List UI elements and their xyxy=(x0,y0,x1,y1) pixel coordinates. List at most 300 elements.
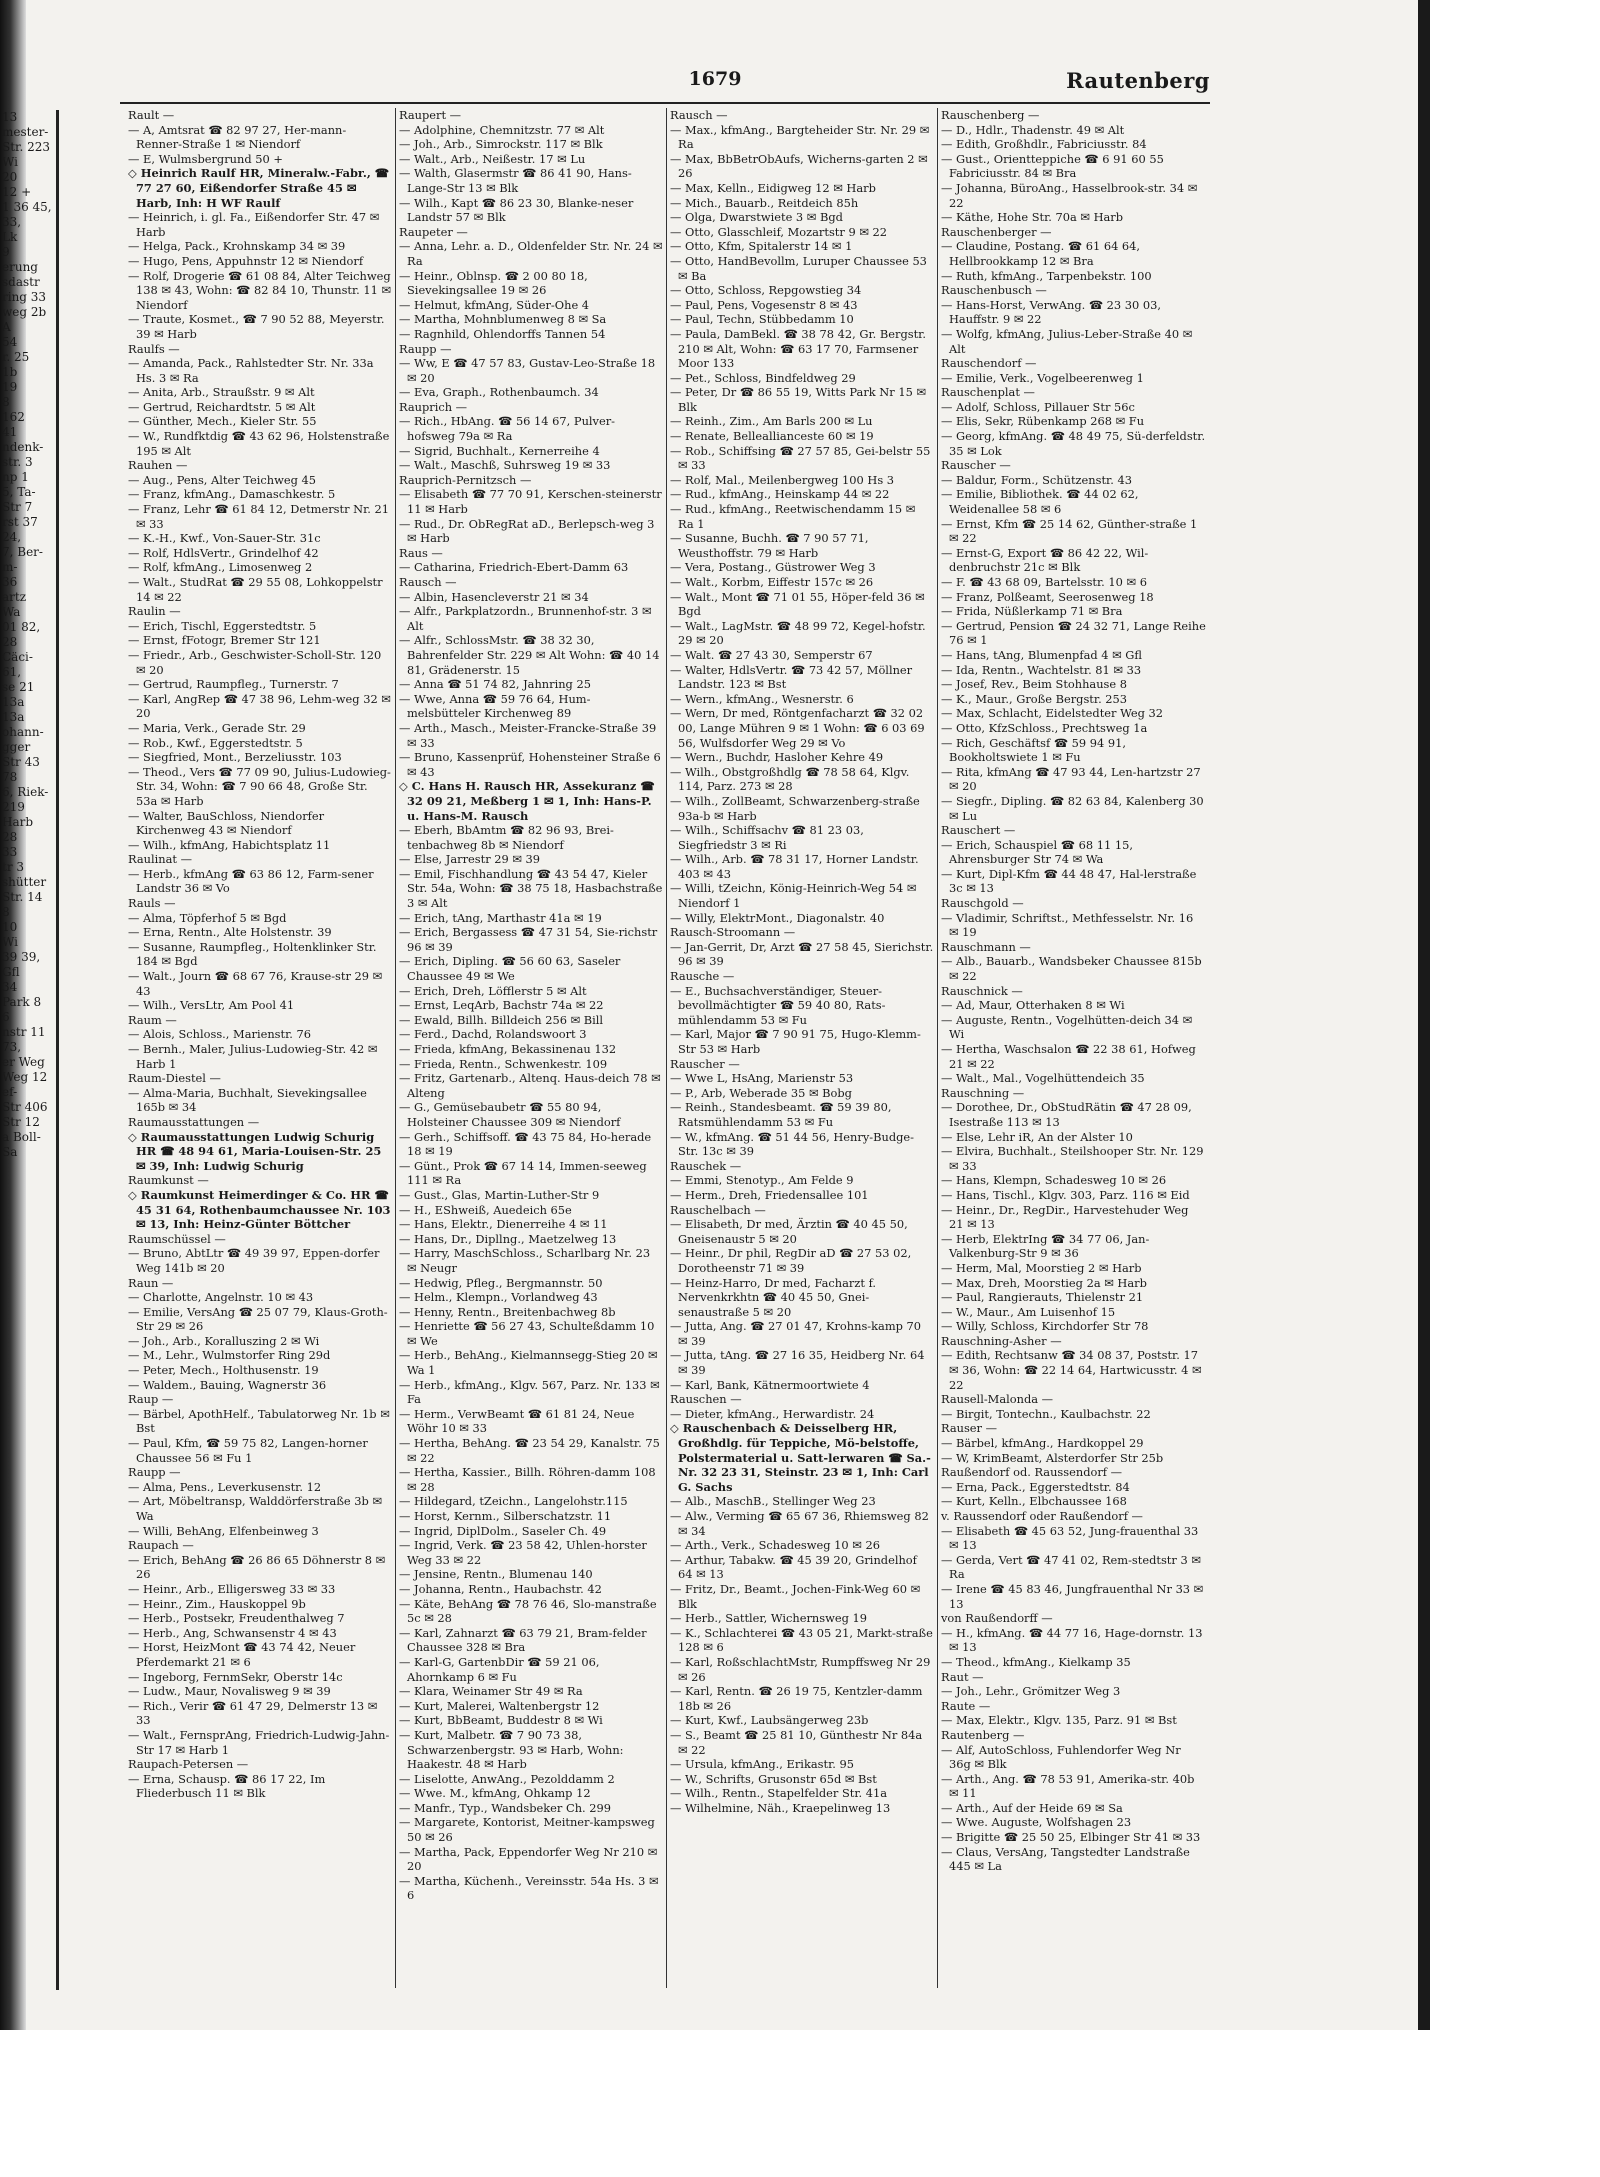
directory-entry: — Georg, kfmAng. ☎ 48 49 75, Sü-derfeldstr. 35 ✉ Lok xyxy=(941,429,1206,458)
directory-entry: — Charlotte, Angelnstr. 10 ✉ 43 xyxy=(128,1290,314,1305)
directory-entry: — Bärbel, kfmAng., Hardkoppel 29 xyxy=(941,1436,1144,1451)
directory-entry: — M., Lehr., Wulmstorfer Ring 29d xyxy=(128,1348,331,1363)
facing-page-fragment: Str 43 xyxy=(2,755,40,769)
directory-entry: — Kurt, BbBeamt, Buddestr 8 ✉ Wi xyxy=(399,1713,603,1728)
directory-entry: — Wern, Dr med, Röntgenfacharzt ☎ 32 02 00, Lange Mühren 9 ✉ 1 Wohn: ☎ 6 03 69 56, Wulfsdorfer Weg 29 ✉ Vo xyxy=(670,706,925,750)
directory-entry: — Heinz-Harro, Dr med, Facharzt f. Nervenkrkhtn ☎ 40 45 50, Gnei-senaustraße 5 ✉ 20 xyxy=(670,1275,877,1319)
facing-page-fragment: 01 82, xyxy=(2,620,41,634)
directory-entry: — Alma-Maria, Buchhalt, Sievekingsallee 165b ✉ 34 xyxy=(128,1085,367,1115)
directory-entry: — Ernst-G, Export ☎ 86 42 22, Wil-denbruchstr 21c ✉ Blk xyxy=(941,545,1149,575)
surname-heading: Rauls — xyxy=(128,896,176,911)
directory-entry: — Alois, Schloss., Marienstr. 76 xyxy=(128,1027,312,1042)
facing-page-fragment: 33 xyxy=(2,845,18,859)
directory-entry: — Theod., kfmAng., Kielkamp 35 xyxy=(941,1654,1131,1669)
directory-entry: — Elvira, Buchhalt., Steilshooper Str. Nr. 129 ✉ 33 xyxy=(941,1144,1204,1173)
directory-entry: — H., EShweiß, Auedeich 65e xyxy=(399,1202,572,1217)
directory-entry: — S., Beamt ☎ 25 81 10, Günthestr Nr 84a ✉ 22 xyxy=(670,1727,923,1757)
facing-page-fragment: 13a xyxy=(2,695,25,709)
directory-entry: — Hans, Elektr., Dienerreihe 4 ✉ 11 xyxy=(399,1217,608,1232)
directory-entry: — Reinh., Zim., Am Barls 200 ✉ Lu xyxy=(670,414,873,429)
directory-entry: — Renate, Belleallianceste 60 ✉ 19 xyxy=(670,429,874,444)
directory-entry: — Edith, Großhdlr., Fabriciusstr. 84 xyxy=(941,137,1147,152)
directory-entry: — Traute, Kosmet., ☎ 7 90 52 88, Meyerstr. 39 ✉ Harb xyxy=(128,312,385,341)
directory-entry: — E, Wulmsbergrund 50 + xyxy=(128,151,283,166)
surname-heading: von Raußendorff — xyxy=(941,1611,1053,1626)
directory-entry: — Rolf, kfmAng., Limosenweg 2 xyxy=(128,560,313,575)
facing-page-fragment: r. 25 xyxy=(2,350,30,364)
directory-entry: — Jensine, Rentn., Blumenau 140 xyxy=(399,1567,593,1582)
directory-entry: — Emil, Fischhandlung ☎ 43 54 47, Kieler Str. 54a, Wohn: ☎ 38 75 18, Hasbachstraße 3 ✉ Alt xyxy=(399,866,663,911)
facing-page-fragment: 28 xyxy=(2,635,18,649)
directory-entry: — Else, Jarrestr 29 ✉ 39 xyxy=(399,852,541,867)
surname-heading: Rautenberg — xyxy=(941,1727,1025,1742)
facing-page-fragment: sdastr xyxy=(2,275,40,289)
directory-entry: — W., Rundfktdig ☎ 43 62 96, Holstenstraße 195 ✉ Alt xyxy=(128,429,390,458)
surname-heading: Raum-Diestel — xyxy=(128,1071,221,1086)
directory-entry: — Erich, Bergassess ☎ 47 31 54, Sie-richstr 96 ✉ 39 xyxy=(399,925,658,954)
directory-entry: — Paul, Kfm, ☎ 59 75 82, Langen-horner Chaussee 56 ✉ Fu 1 xyxy=(128,1436,368,1465)
directory-entry: — Franz, kfmAng., Damaschkestr. 5 xyxy=(128,487,336,502)
directory-entry: — Peter, Mech., Holthusenstr. 19 xyxy=(128,1363,319,1378)
directory-entry: — Irene ☎ 45 83 46, Jungfrauenthal Nr 33 ✉ 13 xyxy=(941,1581,1204,1611)
facing-page-fragment: 5, Ta- xyxy=(2,485,36,499)
directory-entry: — Mich., Bauarb., Reitdeich 85h xyxy=(670,195,859,210)
facing-page-edge-fragments xyxy=(0,110,59,1990)
directory-entry: — Martha, Küchenh., Vereinsstr. 54a Hs. 3 ✉ 6 xyxy=(399,1873,659,1903)
directory-entry: — Catharina, Friedrich-Ebert-Damm 63 xyxy=(399,560,629,575)
facing-page-fragment: 39 39, xyxy=(2,950,41,964)
surname-heading: Rauschelbach — xyxy=(670,1202,766,1217)
directory-entry: — Franz, Polßeamt, Seerosenweg 18 xyxy=(941,589,1154,604)
directory-entry: — Maria, Verk., Gerade Str. 29 xyxy=(128,720,306,735)
directory-entry: — W, KrimBeamt, Alsterdorfer Str 25b xyxy=(941,1450,1164,1465)
facing-page-fragment: Harb xyxy=(2,815,34,829)
facing-page-fragment: 13 xyxy=(2,110,18,124)
scan-right-edge xyxy=(1418,0,1430,2030)
directory-entry: — Siegfr., Dipling. ☎ 82 63 84, Kalenberg 30 ✉ Lu xyxy=(941,793,1204,823)
facing-page-fragment: 12 + xyxy=(2,185,32,199)
directory-entry: — Frida, Nüßlerkamp 71 ✉ Bra xyxy=(941,604,1123,619)
directory-entry: — Wilh., Obstgroßhdlg ☎ 78 58 64, Klgv. 114, Parz. 273 ✉ 28 xyxy=(670,764,910,794)
directory-entry: — Vladimir, Schriftst., Methfesselstr. Nr. 16 ✉ 19 xyxy=(941,910,1194,940)
directory-entry: — Rud., kfmAng., Reetwischendamm 15 ✉ Ra 1 xyxy=(670,502,916,531)
facing-page-fragment: 1b xyxy=(2,365,18,379)
directory-entry: — G., Gemüsebaubetr ☎ 55 80 94, Holsteiner Chaussee 309 ✉ Niendorf xyxy=(399,1100,621,1129)
directory-entry: — Max, Dreh, Moorstieg 2a ✉ Harb xyxy=(941,1275,1147,1290)
facing-page-fragment: 1 36 45, xyxy=(2,200,52,214)
directory-entry: — Wilh., Rentn., Stapelfelder Str. 41a xyxy=(670,1786,888,1801)
directory-entry: — Alma, Pens., Leverkusenstr. 12 xyxy=(128,1479,322,1494)
directory-entry: — Erich, tAng, Marthastr 41a ✉ 19 xyxy=(399,910,602,925)
facing-page-fragment: Lk xyxy=(2,230,18,244)
directory-entry: — Rich, Geschäftsf ☎ 59 94 91, Bookholtswiete 1 ✉ Fu xyxy=(941,735,1127,765)
directory-entry: — Helga, Pack., Krohnskamp 34 ✉ 39 xyxy=(128,239,346,254)
directory-entry: — Alfr., Parkplatzordn., Brunnenhof-str. 3 ✉ Alt xyxy=(399,604,652,633)
directory-entry: — Arth., Ang. ☎ 78 53 91, Amerika-str. 40b ✉ 11 xyxy=(941,1771,1195,1801)
directory-entry: ◇ Heinrich Raulf HR, Mineralw.-Fabr., ☎ 77 27 60, Eißendorfer Straße 45 ✉ Harb, Inh: H WF Raulf xyxy=(128,166,389,210)
directory-entry: — Erich, Dipling. ☎ 56 60 63, Saseler Chaussee 49 ✉ We xyxy=(399,954,621,984)
facing-page-fragment: ef- xyxy=(2,1085,18,1099)
directory-entry: ◇ Raumausstattungen Ludwig Schurig HR ☎ 48 94 61, Maria-Louisen-Str. 25 ✉ 39, Inh: Ludwig Schurig xyxy=(128,1129,382,1173)
directory-entry: — Karl, Bank, Kätnermoortwiete 4 xyxy=(670,1377,870,1392)
directory-entry: — Joh., Lehr., Grömitzer Weg 3 xyxy=(941,1684,1121,1699)
directory-entry: — Helm., Klempn., Vorlandweg 43 xyxy=(399,1290,598,1305)
directory-entry: — Rita, kfmAng ☎ 47 93 44, Len-hartzstr 27 ✉ 20 xyxy=(941,764,1201,794)
directory-entry: — Otto, KfzSchloss., Prechtsweg 1a xyxy=(941,720,1148,735)
facing-page-fragment: 78 xyxy=(2,770,18,784)
directory-entry: — Kurt, Kelln., Elbchaussee 168 xyxy=(941,1494,1127,1509)
directory-entry: — Walt., StudRat ☎ 29 55 08, Lohkoppelstr 14 ✉ 22 xyxy=(128,575,383,604)
directory-entry: — Erich, Dreh, Löfflerstr 5 ✉ Alt xyxy=(399,983,587,998)
directory-entry: — Herb., BehAng., Kielmannsegg-Stieg 20 ✉ Wa 1 xyxy=(399,1348,658,1378)
facing-page-fragment: 6, Riek- xyxy=(2,785,49,799)
directory-entry: — Horst, HeizMont ☎ 43 74 42, Neuer Pferdemarkt 21 ✉ 6 xyxy=(128,1640,356,1669)
directory-entry: — Rich., HbAng. ☎ 56 14 67, Pulver-hofsweg 79a ✉ Ra xyxy=(399,414,616,444)
directory-entry: — Rolf, Mal., Meilenbergweg 100 Hs 3 xyxy=(670,472,895,487)
directory-entry: — Max, Kelln., Eidigweg 12 ✉ Harb xyxy=(670,180,876,195)
directory-entry: — Kurt, Malerei, Waltenbergstr 12 xyxy=(399,1698,600,1713)
directory-entry: — Herm, Mal, Moorstieg 2 ✉ Harb xyxy=(941,1260,1142,1275)
facing-page-fragment: gger xyxy=(2,740,31,754)
directory-entry: — Claus, VersAng, Tangstedter Landstraße 445 ✉ La xyxy=(941,1844,1190,1874)
facing-page-fragment: 24, xyxy=(2,530,22,544)
directory-entry: — Bruno, AbtLtr ☎ 49 39 97, Eppen-dorfer Weg 141b ✉ 20 xyxy=(128,1246,380,1275)
directory-entry: — Kurt, Dipl-Kfm ☎ 44 48 47, Hal-lerstraße 3c ✉ 13 xyxy=(941,866,1197,896)
surname-heading: v. Raussendorf oder Raußendorf — xyxy=(941,1509,1143,1523)
directory-entry: — Hildegard, tZeichn., Langelohstr.115 xyxy=(399,1494,628,1509)
directory-entry: — Herb., Sattler, Wichernsweg 19 xyxy=(670,1611,867,1626)
facing-page-fragment: ndenk- xyxy=(2,440,44,454)
directory-entry: — Erna, Pack., Eggerstedtstr. 84 xyxy=(941,1479,1130,1494)
directory-entry: — Gust., Orientteppiche ☎ 6 91 60 55 Fabriciusstr. 84 ✉ Bra xyxy=(941,151,1164,181)
directory-entry: — Jutta, tAng. ☎ 27 16 35, Heidberg Nr. 64 ✉ 39 xyxy=(670,1348,925,1378)
directory-entry: — Ingeborg, FernmSekr, Oberstr 14c xyxy=(128,1669,343,1684)
directory-entry: — Walt., Journ ☎ 68 67 76, Krause-str 29 ✉ 43 xyxy=(128,969,383,998)
directory-entry: — Rud., kfmAng., Heinskamp 44 ✉ 22 xyxy=(670,487,890,502)
facing-page-fragment: 162 xyxy=(2,410,25,424)
surname-heading: Rauscher — xyxy=(670,1056,740,1071)
facing-page-fragment: Str. 14 xyxy=(2,890,43,904)
directory-entry: ◇ Raumkunst Heimerdinger & Co. HR ☎ 45 31 64, Rothenbaumchaussee Nr. 103 ✉ 13, Inh: Heinz-Günter Böttcher xyxy=(128,1187,391,1232)
directory-entry: — Rud., Dr. ObRegRat aD., Berlepsch-weg 3 ✉ Harb xyxy=(399,516,655,546)
directory-entry: — Vera, Postang., Güstrower Weg 3 xyxy=(670,560,876,575)
directory-entry: — Wilh., Kapt ☎ 86 23 30, Blanke-neser Landstr 57 ✉ Blk xyxy=(399,195,634,225)
surname-heading: Raulinat — xyxy=(128,852,192,867)
surname-heading: Rausell-Malonda — xyxy=(941,1392,1054,1407)
directory-entry: — Auguste, Rentn., Vogelhütten-deich 34 ✉ Wi xyxy=(941,1012,1193,1042)
directory-entry: — Hans, Tischl., Klgv. 303, Parz. 116 ✉ Eid xyxy=(941,1187,1190,1202)
directory-entry: — Walt., Maschß, Suhrsweg 19 ✉ 33 xyxy=(399,458,611,473)
directory-entry: — D., Hdlr., Thadenstr. 49 ✉ Alt xyxy=(941,122,1125,137)
surname-heading: Raum — xyxy=(128,1012,177,1027)
directory-entry: — Gertrud, Raumpfleg., Turnerstr. 7 xyxy=(128,677,339,692)
directory-entry: — Kurt, Malbetr. ☎ 7 90 73 38, Schwarzenbergstr. 93 ✉ Harb, Wohn: Haakestr. 48 ✉ Harb xyxy=(399,1727,624,1772)
directory-entry: — Elisabeth ☎ 77 70 91, Kerschen-steinerstr 11 ✉ Harb xyxy=(399,487,662,517)
surname-heading: Rauschgold — xyxy=(941,896,1024,911)
directory-entry: — Erich, Schauspiel ☎ 68 11 15, Ahrensburger Str 74 ✉ Wa xyxy=(941,837,1133,867)
directory-entry: — Max, Schlacht, Eidelstedter Weg 32 xyxy=(941,706,1164,721)
directory-entry: — Johanna, BüroAng., Hasselbrook-str. 34 ✉ 22 xyxy=(941,180,1198,210)
directory-entry: — Friedr., Arb., Geschwister-Scholl-Str. 120 ✉ 20 xyxy=(128,647,382,677)
directory-entry: — Baldur, Form., Schützenstr. 43 xyxy=(941,472,1132,487)
directory-entry: — Gust., Glas, Martin-Luther-Str 9 xyxy=(399,1187,600,1202)
directory-entry: — Manfr., Typ., Wandsbeker Ch. 299 xyxy=(399,1800,612,1815)
directory-entry: — Joh., Arb., Simrockstr. 117 ✉ Blk xyxy=(399,137,603,152)
directory-entry: — Eva, Graph., Rothenbaumch. 34 xyxy=(399,385,599,400)
directory-entry: — Willy, Schloss, Kirchdorfer Str 78 xyxy=(941,1319,1149,1334)
directory-entry: — Ewald, Billh. Billdeich 256 ✉ Bill xyxy=(399,1012,604,1027)
surname-heading: Raupach-Petersen — xyxy=(128,1757,249,1772)
directory-entry: — Wolfg, kfmAng, Julius-Leber-Straße 40 ✉ Alt xyxy=(941,326,1193,356)
directory-entry: — Anna, Lehr. a. D., Oldenfelder Str. Nr. 24 ✉ Ra xyxy=(399,239,663,268)
directory-entry: — Martha, Pack, Eppendorfer Weg Nr 210 ✉ 20 xyxy=(399,1844,658,1874)
directory-entry: — Walt., FernsprAng, Friedrich-Ludwig-Jahn-Str 17 ✉ Harb 1 xyxy=(128,1727,390,1757)
directory-entry: — Helmut, kfmAng, Süder-Ohe 4 xyxy=(399,297,590,312)
directory-entry: — Herm., VerwBeamt ☎ 61 81 24, Neue Wöhr 10 ✉ 33 xyxy=(399,1406,635,1436)
directory-entry: — Käthe, Hohe Str. 70a ✉ Harb xyxy=(941,210,1124,225)
directory-entry: — Paul, Techn, Stübbedamm 10 xyxy=(670,312,854,327)
directory-entry: — Martha, Mohnblumenweg 8 ✉ Sa xyxy=(399,312,607,327)
directory-column-1 xyxy=(125,108,396,1988)
directory-entry: — Karl, Major ☎ 7 90 91 75, Hugo-Klemm-Str 53 ✉ Harb xyxy=(670,1027,921,1056)
directory-entry: — Herb., Postsekr, Freudenthalweg 7 xyxy=(128,1611,345,1626)
directory-entry: — K., Maur., Große Bergstr. 253 xyxy=(941,691,1128,706)
directory-entry: — Alb., Bauarb., Wandsbeker Chaussee 815b ✉ 22 xyxy=(941,954,1202,984)
directory-entry: — Olga, Dwarstwiete 3 ✉ Bgd xyxy=(670,210,843,225)
surname-heading: Raumausstattungen — xyxy=(128,1114,260,1129)
directory-entry: — Elisabeth ☎ 45 63 52, Jung-frauenthal 33 ✉ 13 xyxy=(941,1523,1199,1553)
directory-entry: — Otto, Kfm, Spitalerstr 14 ✉ 1 xyxy=(670,239,853,254)
facing-page-fragment: artz xyxy=(2,590,27,604)
surname-heading: Rausch — xyxy=(670,108,728,122)
directory-column-4 xyxy=(938,108,1209,1988)
surname-heading: Raupp — xyxy=(399,341,452,356)
page-header xyxy=(120,68,1210,102)
directory-entry: — Ruth, kfmAng., Tarpenbekstr. 100 xyxy=(941,268,1152,283)
surname-heading: Rauschnick — xyxy=(941,983,1023,998)
directory-entry: — Edith, Rechtsanw ☎ 34 08 37, Poststr. 17 ✉ 36, Wohn: ☎ 22 14 64, Hartwicusstr. 4 ✉ 22 xyxy=(941,1348,1202,1392)
facing-page-fragment: Wi xyxy=(2,155,18,169)
directory-entry: — Wilh., Schiffsachv ☎ 81 23 03, Siegfriedstr 3 ✉ Ri xyxy=(670,823,864,852)
surname-heading: Rauschenberg — xyxy=(941,108,1040,122)
directory-entry: — Otto, Schloss, Repgowstieg 34 xyxy=(670,283,862,298)
surname-heading: Rauschenplat — xyxy=(941,385,1035,400)
directory-entry: — Eberh, BbAmtm ☎ 82 96 93, Brei-tenbachweg 8b ✉ Niendorf xyxy=(399,823,614,852)
directory-entry: — Reinh., Standesbeamt. ☎ 59 39 80, Ratsmühlendamm 53 ✉ Fu xyxy=(670,1100,892,1129)
facing-page-fragment: np 1 xyxy=(2,470,29,484)
facing-page-fragment: str. 3 xyxy=(2,455,33,469)
surname-heading: Rauschen — xyxy=(670,1392,742,1407)
directory-entry: — Arthur, Tabakw. ☎ 45 39 20, Grindelhof 64 ✉ 13 xyxy=(670,1552,917,1582)
directory-entry: — Heinr., Arb., Elligersweg 33 ✉ 33 xyxy=(128,1581,336,1596)
directory-entry: — Walter, HdlsVertr. ☎ 73 42 57, Möllner Landstr. 123 ✉ Bst xyxy=(670,662,913,692)
directory-entry: — Wwe. Auguste, Wolfshagen 23 xyxy=(941,1815,1132,1830)
directory-entry: — Peter, Dr ☎ 86 55 19, Witts Park Nr 15 ✉ Blk xyxy=(670,385,927,414)
directory-entry: — Gertrud, Pension ☎ 24 32 71, Lange Reihe 76 ✉ 1 xyxy=(941,618,1206,648)
directory-entry: — Fritz, Gartenarb., Altenq. Haus-deich 78 ✉ Alteng xyxy=(399,1071,661,1100)
directory-entry: — Käte, BehAng ☎ 78 76 46, Slo-manstraße 5c ✉ 28 xyxy=(399,1596,657,1626)
directory-entry: — Margarete, Kontorist, Meitner-kampsweg 50 ✉ 26 xyxy=(399,1815,655,1845)
facing-page-fragment: a Boll- xyxy=(2,1130,41,1144)
directory-entry: — Dieter, kfmAng., Herwardistr. 24 xyxy=(670,1406,875,1421)
directory-entry: — W., Maur., Am Luisenhof 15 xyxy=(941,1304,1116,1319)
facing-page-fragment: 61, xyxy=(2,665,22,679)
surname-heading: Raute — xyxy=(941,1698,991,1713)
directory-entry: — Rob., Schiffsing ☎ 27 57 85, Gei-belstr 55 ✉ 33 xyxy=(670,443,931,473)
directory-entry: — Rolf, Drogerie ☎ 61 08 84, Alter Teichweg 138 ✉ 43, Wohn: ☎ 82 84 10, Thunstr. 11 ✉ Niendorf xyxy=(128,268,392,312)
directory-entry: — Anita, Arb., Straußstr. 9 ✉ Alt xyxy=(128,385,315,400)
facing-page-fragment: 219 xyxy=(2,800,25,814)
facing-page-fragment: 9 xyxy=(2,245,10,259)
directory-entry: — Adolphine, Chemnitzstr. 77 ✉ Alt xyxy=(399,122,605,137)
directory-entry: — Walth, Glasermstr ☎ 86 41 90, Hans-Lange-Str 13 ✉ Blk xyxy=(399,166,632,195)
directory-entry: — Gerda, Vert ☎ 47 41 02, Rem-stedtstr 3 ✉ Ra xyxy=(941,1552,1201,1582)
directory-entry: — Max, Elektr., Klgv. 135, Parz. 91 ✉ Bst xyxy=(941,1713,1177,1728)
facing-page-fragment: Gfl xyxy=(2,965,20,979)
directory-entry: — Hedwig, Pfleg., Bergmannstr. 50 xyxy=(399,1275,603,1290)
directory-column-3 xyxy=(667,108,938,1988)
facing-page-fragment: Cäci- xyxy=(2,650,33,664)
surname-heading: Rausch-Stroomann — xyxy=(670,925,796,940)
directory-entry: — Alb., MaschB., Stellinger Weg 23 xyxy=(670,1494,876,1509)
surname-heading: Raut — xyxy=(941,1669,984,1684)
directory-entry: — Max., kfmAng., Bargteheider Str. Nr. 29 ✉ Ra xyxy=(670,122,930,152)
facing-page-fragment: tr 3 xyxy=(2,860,25,874)
facing-page-fragment: 8 xyxy=(2,395,10,409)
directory-entry: — Harry, MaschSchloss., Scharlbarg Nr. 23 ✉ Neugr xyxy=(399,1246,651,1275)
facing-page-fragment: 28 xyxy=(2,830,18,844)
surname-heading: Rausche — xyxy=(670,969,735,984)
directory-entry: — Heinr., Oblnsp. ☎ 2 00 80 18, Sievekingsallee 19 ✉ 26 xyxy=(399,268,588,298)
directory-entry: — Kurt, Kwf., Laubsängerweg 23b xyxy=(670,1713,869,1728)
directory-entry: — Ida, Rentn., Wachtelstr. 81 ✉ 33 xyxy=(941,662,1142,677)
directory-entry: — Wwe. M., kfmAng, Ohkamp 12 xyxy=(399,1786,591,1801)
directory-entry: — Otto, HandBevollm, Luruper Chaussee 53 ✉ Ba xyxy=(670,253,927,283)
directory-entry: — Rob., Kwf., Eggerstedtstr. 5 xyxy=(128,735,303,750)
directory-entry: — Willi, BehAng, Elfenbeinweg 3 xyxy=(128,1523,319,1538)
directory-entry: — P., Arb, Weberade 35 ✉ Bobg xyxy=(670,1085,852,1100)
directory-entry: — Adolf, Schloss, Pillauer Str 56c xyxy=(941,399,1135,414)
directory-entry: — Heinr., Zim., Hauskoppel 9b xyxy=(128,1596,306,1611)
directory-entry: — Walt., Arb., Neißestr. 17 ✉ Lu xyxy=(399,151,586,166)
directory-entry: — Walter, BauSchloss, Niendorfer Kirchenweg 43 ✉ Niendorf xyxy=(128,808,325,838)
facing-page-fragment: Sa xyxy=(2,1145,18,1159)
directory-entry: — Otto, Glasschleif, Mozartstr 9 ✉ 22 xyxy=(670,224,887,239)
surname-heading: Rauhen — xyxy=(128,458,188,473)
surname-heading: Rauschenberger — xyxy=(941,224,1052,239)
surname-heading: Rauschendorf — xyxy=(941,356,1037,371)
facing-page-fragment: Str 406 xyxy=(2,1100,48,1114)
facing-page-fragment: 34 xyxy=(2,980,18,994)
surname-heading: Rauschert — xyxy=(941,823,1016,838)
directory-entry: — Franz, Lehr ☎ 61 84 12, Detmerstr Nr. 21 ✉ 33 xyxy=(128,502,390,531)
directory-entry: — Jutta, Ang. ☎ 27 01 47, Krohns-kamp 70 ✉ 39 xyxy=(670,1319,922,1348)
directory-entry: — Elisabeth, Dr med, Ärztin ☎ 40 45 50, Gneisenaustr 5 ✉ 20 xyxy=(670,1217,908,1246)
directory-entry: — Arth., Verk., Schadesweg 10 ✉ 26 xyxy=(670,1538,880,1553)
page-number: 1679 xyxy=(688,68,742,90)
directory-entry: — W., kfmAng. ☎ 51 44 56, Henry-Budge-Str. 13c ✉ 39 xyxy=(670,1129,914,1159)
directory-entry: — Günt., Prok ☎ 67 14 14, Immen-seeweg 111 ✉ Ra xyxy=(399,1158,647,1188)
facing-page-fragment: shütter xyxy=(2,875,47,889)
directory-entry: — Ernst, fFotogr, Bremer Str 121 xyxy=(128,633,321,648)
directory-entry: — Joh., Arb., Koralluszing 2 ✉ Wi xyxy=(128,1333,320,1348)
directory-entry: — Pet., Schloss, Bindfeldweg 29 xyxy=(670,370,856,385)
facing-page-fragment: Weg 12 xyxy=(2,1070,48,1084)
directory-entry: — Ferd., Dachd, Rolandswoort 3 xyxy=(399,1027,587,1042)
facing-page-fragment: Str. 223 xyxy=(2,140,50,154)
facing-page-fragment: Str 7 xyxy=(2,500,33,514)
directory-entry: — Karl, Zahnarzt ☎ 63 79 21, Bram-felder Chaussee 328 ✉ Bra xyxy=(399,1625,647,1655)
directory-entry: — Else, Lehr iR, An der Alster 10 xyxy=(941,1129,1133,1144)
facing-page-fragment: Wi xyxy=(2,935,18,949)
directory-entry: — Emilie, VersAng ☎ 25 07 79, Klaus-Groth-Str 29 ✉ 26 xyxy=(128,1304,388,1334)
directory-entry: — Hugo, Pens, Appuhnstr 12 ✉ Niendorf xyxy=(128,253,364,268)
directory-entry: — Henny, Rentn., Breitenbachweg 8b xyxy=(399,1304,616,1319)
facing-page-fragment: 20 xyxy=(2,170,18,184)
directory-entry: — Hertha, BehAng. ☎ 23 54 29, Kanalstr. 75 ✉ 22 xyxy=(399,1436,660,1465)
surname-heading: Rauschmann — xyxy=(941,939,1031,954)
directory-entry: — Fritz, Dr., Beamt., Jochen-Fink-Weg 60 ✉ Blk xyxy=(670,1581,921,1611)
directory-entry: — Jan-Gerrit, Dr, Arzt ☎ 27 58 45, Sierichstr. 96 ✉ 39 xyxy=(670,939,934,969)
directory-columns xyxy=(125,108,1210,1988)
directory-entry: — F. ☎ 43 68 09, Bartelsstr. 10 ✉ 6 xyxy=(941,575,1147,589)
directory-entry: — Albin, Hasencleverstr 21 ✉ 34 xyxy=(399,589,589,604)
directory-entry: — Wilh., Arb. ☎ 78 31 17, Horner Landstr. 403 ✉ 43 xyxy=(670,852,919,881)
surname-heading: Rauprich-Pernitzsch — xyxy=(399,472,532,487)
directory-entry: — Henriette ☎ 56 27 43, Schulteßdamm 10 ✉ We xyxy=(399,1319,655,1348)
facing-page-fragment: 7, Ber- xyxy=(2,545,43,559)
surname-heading: Raumschüssel — xyxy=(128,1231,226,1246)
surname-heading: Raus — xyxy=(399,545,443,560)
directory-entry: — Ernst, LeqArb, Bachstr 74a ✉ 22 xyxy=(399,998,604,1013)
directory-entry: — Karl-G, GartenbDir ☎ 59 21 06, Ahornkamp 6 ✉ Fu xyxy=(399,1654,600,1684)
directory-entry: — Karl, Rentn. ☎ 26 19 75, Kentzler-damm 18b ✉ 26 xyxy=(670,1684,923,1713)
directory-entry: — Heinr., Dr., RegDir., Harvestehuder Weg 21 ✉ 13 xyxy=(941,1202,1189,1232)
facing-page-fragment: mester- xyxy=(2,125,49,139)
facing-page-fragment: ring 33 xyxy=(2,290,47,304)
directory-entry: — Karl, AngRep ☎ 47 38 96, Lehm-weg 32 ✉ 20 xyxy=(128,691,391,721)
surname-heading: Rauschek — xyxy=(670,1158,742,1173)
directory-entry: — Gerh., Schiffsoff. ☎ 43 75 84, Ho-herade 18 ✉ 19 xyxy=(399,1129,652,1159)
directory-entry: — Rich., Verir ☎ 61 47 29, Delmerstr 13 ✉ 33 xyxy=(128,1698,378,1728)
facing-page-fragment: se 21 xyxy=(2,680,35,694)
facing-page-fragment: m- xyxy=(2,560,18,574)
surname-heading: Raupeter — xyxy=(399,224,468,239)
surname-heading: Rauschning — xyxy=(941,1085,1025,1100)
directory-entry: — Waldem., Bauing, Wagnerstr 36 xyxy=(128,1377,327,1392)
directory-entry: — Ww, E ☎ 47 57 83, Gustav-Leo-Straße 18 ✉ 20 xyxy=(399,356,656,385)
directory-entry: — Willi, tZeichn, König-Heinrich-Weg 54 ✉ Niendorf 1 xyxy=(670,881,917,911)
directory-entry: — Heinrich, i. gl. Fa., Eißendorfer Str. 47 ✉ Harb xyxy=(128,210,380,239)
directory-entry: — Emilie, Verk., Vogelbeerenweg 1 xyxy=(941,370,1144,385)
surname-heading: Raußendorf od. Raussendorf — xyxy=(941,1465,1123,1480)
directory-entry: — Rolf, HdlsVertr., Grindelhof 42 xyxy=(128,545,319,560)
surname-heading: Raun — xyxy=(128,1275,174,1290)
directory-entry: — Arth., Auf der Heide 69 ✉ Sa xyxy=(941,1800,1123,1815)
directory-entry: — Amanda, Pack., Rahlstedter Str. Nr. 33a Hs. 3 ✉ Ra xyxy=(128,356,374,385)
directory-entry: — Herb., Ang, Schwansenstr 4 ✉ 43 xyxy=(128,1625,337,1640)
surname-heading: Rauprich — xyxy=(399,399,468,414)
directory-entry: ◇ C. Hans H. Rausch HR, Assekuranz ☎ 32 09 21, Meßberg 1 ✉ 1, Inh: Hans-P. u. Hans-M. Rausch xyxy=(399,779,655,823)
directory-entry: — Karl, RoßschlachtMstr, Rumpffsweg Nr 29 ✉ 26 xyxy=(670,1654,931,1684)
directory-entry: — Wwe, Anna ☎ 59 76 64, Hum-melsbütteler Kirchenweg 89 xyxy=(399,691,591,721)
directory-entry: — Klara, Weinamer Str 49 ✉ Ra xyxy=(399,1684,583,1699)
facing-page-fragment: 10 xyxy=(2,920,18,934)
directory-entry: — Frieda, Rentn., Schwenkestr. 109 xyxy=(399,1056,608,1071)
facing-page-fragment: nstr 11 xyxy=(2,1025,46,1039)
directory-entry: — K.-H., Kwf., Von-Sauer-Str. 31c xyxy=(128,531,321,546)
directory-entry: — Hertha, Waschsalon ☎ 22 38 61, Hofweg 21 ✉ 22 xyxy=(941,1042,1196,1071)
